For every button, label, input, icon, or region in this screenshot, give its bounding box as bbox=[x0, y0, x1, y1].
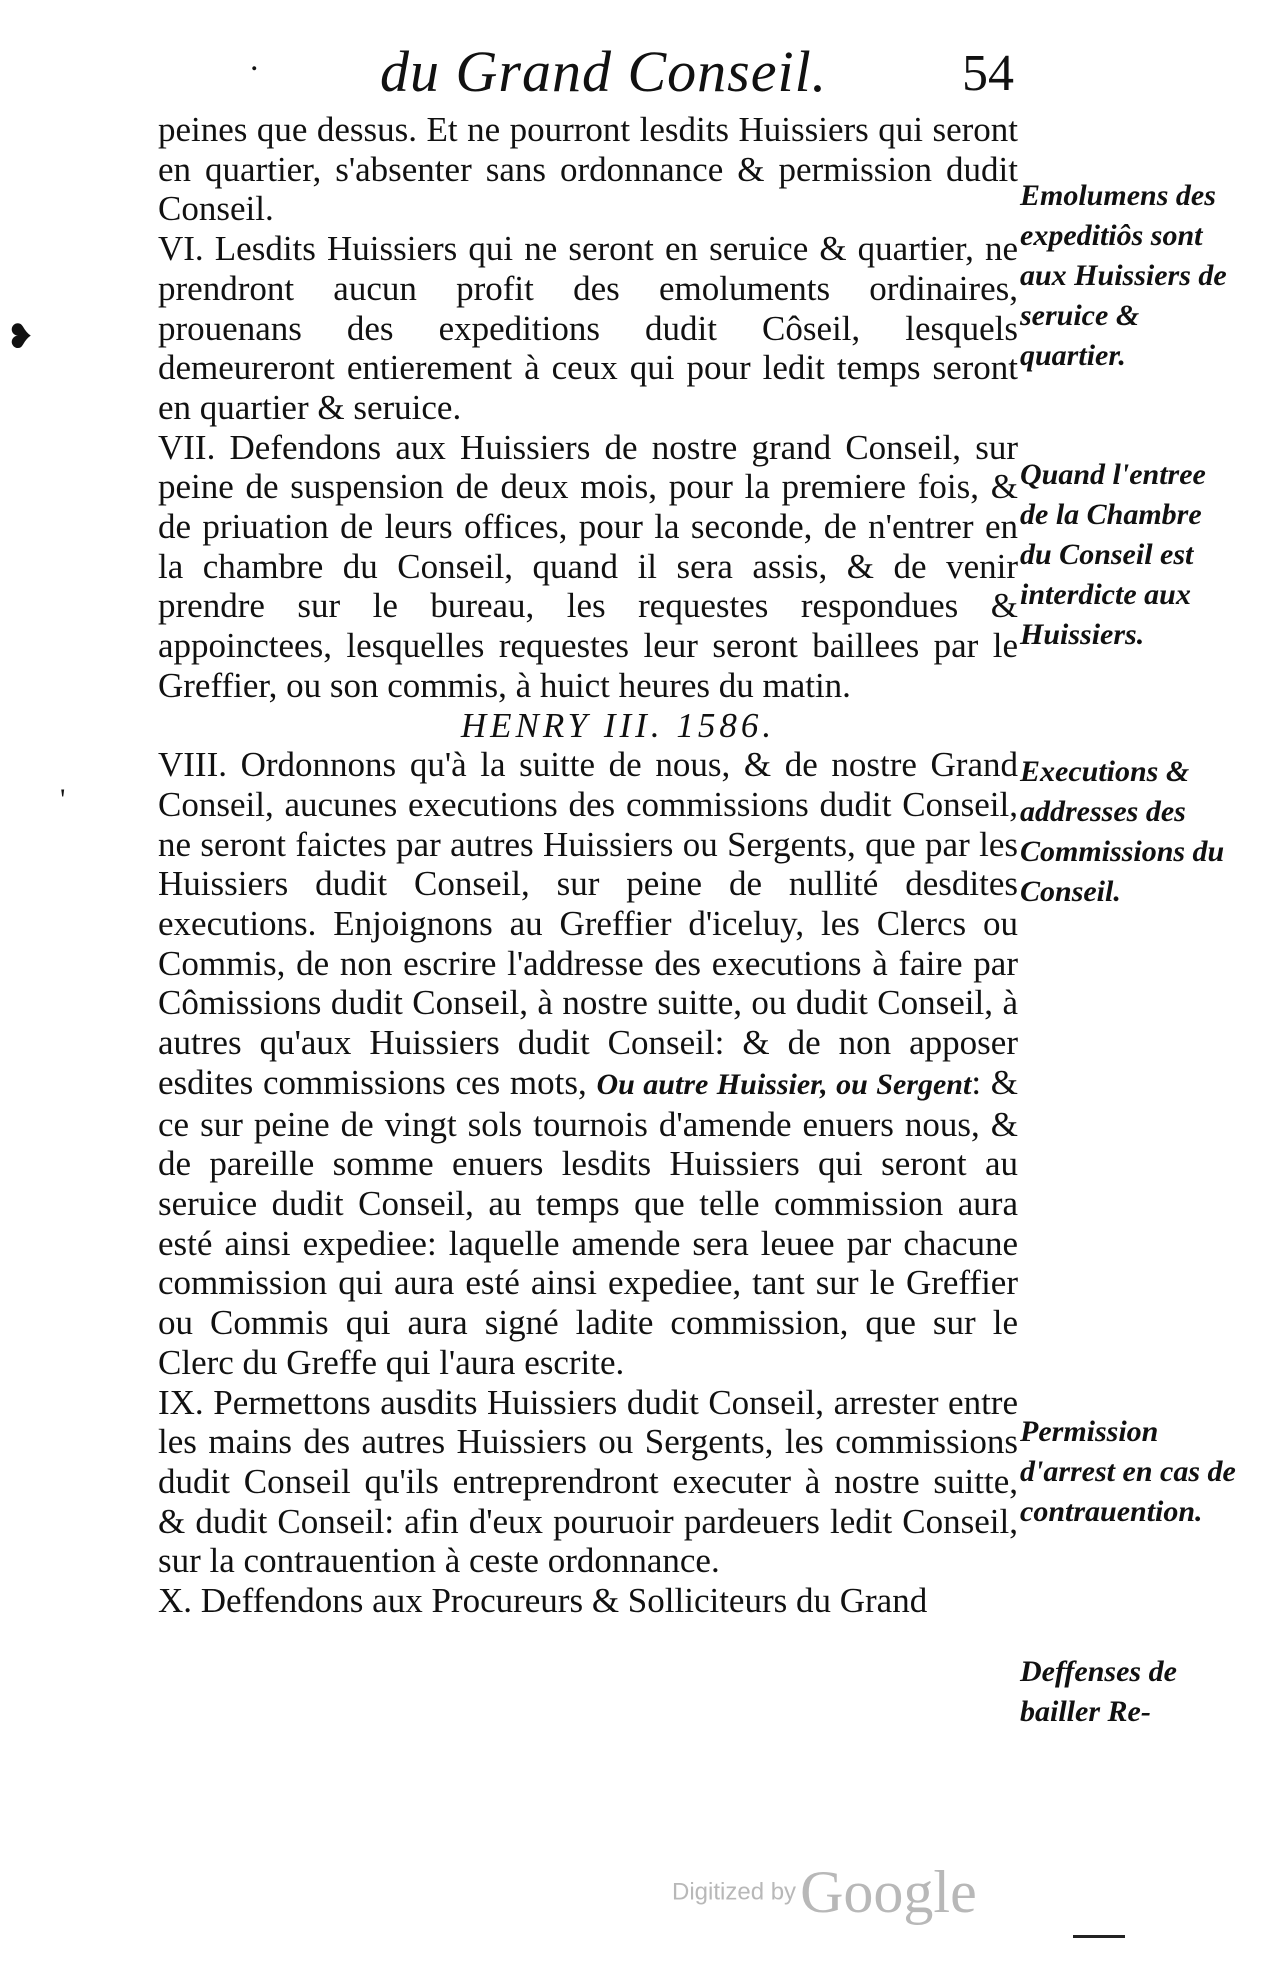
margin-note-emolumens: Emolumens des expeditiôs sont aux Huissiers de seruice & quartier. bbox=[1020, 179, 1227, 372]
article-vii: VII. Defendons aux Huissiers de nostre grand Conseil, sur peine de suspension de deux mois, pour la premiere fois, & de priuation de leurs offices, pour la seconde, de n'entrer en la chambre du Conseil, quand il sera assis, & de venir prendre sur le bureau, les requestes respondues & appoinctees, lesquelles requestes leur seront baillees par le Greffier, ou son commis, à huict heures du matin. bbox=[158, 427, 1018, 705]
section-heading-henry-iii: HENRY III. 1586. bbox=[460, 705, 776, 745]
article-ix: IX. Permettons ausdits Huissiers dudit Conseil, arrester entre les mains des autres Huissiers ou Sergents, les commissions dudit Conseil qu'ils entreprendront executer à nostre suitte, & dudit Conseil: afin d'eux pouruoir pardeuers ledit Conseil, sur la contrauention à ceste ordonnance. bbox=[158, 1382, 1018, 1581]
page-number: 54 bbox=[962, 45, 1014, 102]
watermark-prefix: Digitized by bbox=[672, 1878, 797, 1906]
digitized-by-google-watermark bbox=[672, 1858, 977, 1927]
margin-note-permission: Permission d'arrest en cas de contrauention. bbox=[1020, 1415, 1236, 1528]
bottom-rule bbox=[1073, 1935, 1125, 1938]
top-speck: . bbox=[250, 41, 259, 78]
article-viii-text: VIII. Ordonnons qu'à la suitte de nous, & de nostre Grand Conseil, aucunes executions des commissions dudit Conseil, ne seront faictes par autres Huissiers ou Sergents, que par les Huissiers dudit Conseil, sur peine de nullité desdites executions. Enjoignons au Greffier d'iceluy, les Clercs ou Commis, de non escrire l'addresse des executions à faire par Cômissions dudit Conseil, à nostre suitte, ou dudit Conseil, à autres qu'aux Huissiers dudit Conseil: & de non apposer esdites commissions ces mots, bbox=[158, 745, 1018, 1102]
article-viii bbox=[158, 745, 1018, 1382]
article-viii-text-end: : & ce sur peine de vingt sols tournois d'amende enuers nous, & de pareille somme enuers lesdits Huissiers qui seront au seruice dudit Conseil, au temps que telle commission aura esté ainsi expediee: laquelle amende sera leuee par chacune commission qui aura esté ainsi expediee, tant sur le Greffier ou Commis qui aura signé ladite commission, que sur le Clerc du Greffe qui l'aura escrite. bbox=[158, 1062, 1019, 1382]
running-head: du Grand Conseil. bbox=[380, 39, 828, 104]
article-vi: VI. Lesdits Huissiers qui ne seront en seruice & quartier, ne prendront aucun profit des emoluments ordinaires, prouenans des expeditions dudit Côseil, lesquels demeureront entierement à ceux qui pour ledit temps seront en quartier & seruice. bbox=[158, 229, 1018, 427]
left-margin-speck: ' bbox=[60, 783, 66, 816]
article-viii-quoted-words: Ou autre Huissier, ou Sergent bbox=[596, 1067, 972, 1101]
margin-note-entree-chambre: Quand l'entree de la Chambre du Conseil est interdicte aux Huissiers. bbox=[1020, 458, 1206, 651]
left-margin-mark-icon: ❥ bbox=[6, 319, 35, 356]
article-x: X. Deffendons aux Procureurs & Solliciteurs du Grand bbox=[158, 1581, 928, 1621]
paragraph-continuation: peines que dessus. Et ne pourront lesdits Huissiers qui seront en quartier, s'absenter sans ordonnance & permission dudit Conseil. bbox=[158, 110, 1018, 229]
google-logo: Google bbox=[800, 1859, 977, 1925]
margin-note-executions: Executions & addresses des Commissions du Conseil. bbox=[1020, 755, 1225, 908]
main-text-column bbox=[158, 110, 1018, 1621]
margin-note-deffenses: Deffenses de bailler Re- bbox=[1020, 1655, 1177, 1728]
